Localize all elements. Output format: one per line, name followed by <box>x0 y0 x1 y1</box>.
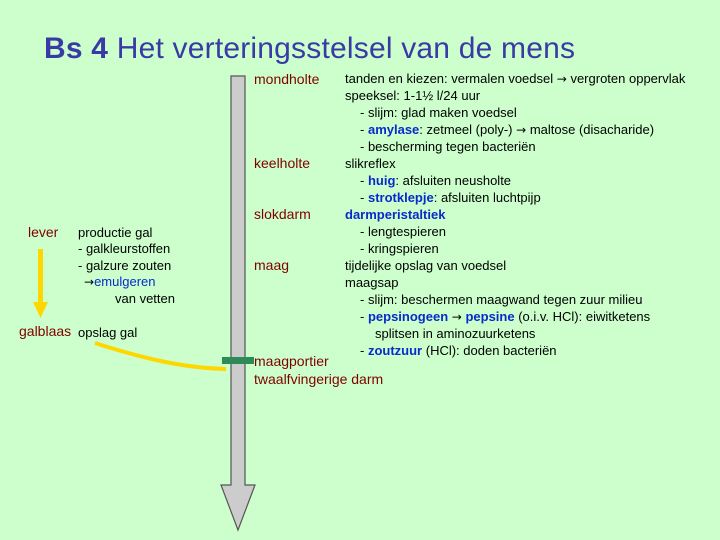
digestive-tract-arrow <box>221 76 255 530</box>
gallbladder-to-duodenum-arrow <box>95 343 226 369</box>
organ-slokdarm: slokdarm <box>254 206 311 222</box>
keelholte-huig: - huig: afsluiten neusholte <box>360 173 512 188</box>
mondholte-bescherming: - bescherming tegen bacteriën <box>360 139 536 154</box>
organ-keelholte: keelholte <box>254 155 311 171</box>
liver-to-gallbladder-arrow <box>33 249 48 318</box>
arrow-icon: → <box>451 310 462 324</box>
keelholte-strotklepje: - strotklepje: afsluiten luchtpijp <box>360 190 541 205</box>
maag-pepsinogeen: - pepsinogeen → pepsine (o.i.v. HCl): eiwitketens <box>360 309 651 324</box>
lever-productie-gal: productie gal <box>78 225 153 240</box>
galblaas-opslag-gal: opslag gal <box>78 325 138 340</box>
page-title <box>44 32 575 66</box>
organ-maag: maag <box>254 257 290 273</box>
mondholte-speeksel: speeksel: 1-1½ l/24 uur <box>345 88 481 103</box>
slokdarm-kringspieren: - kringspieren <box>360 241 439 256</box>
mondholte-amylase: - amylase: zetmeel (poly-) → maltose (disacharide) <box>360 122 655 137</box>
maag-splitsen: splitsen in aminozuurketens <box>375 326 536 341</box>
organ-galblaas: galblaas <box>19 323 72 339</box>
lever-emulgeren: →emulgeren <box>84 274 156 289</box>
maag-zoutzuur: - zoutzuur (HCl): doden bacteriën <box>360 343 557 358</box>
slokdarm-lengtespieren: - lengtespieren <box>360 224 446 239</box>
keelholte-slikreflex: slikreflex <box>345 156 396 171</box>
mondholte-slijm: - slijm: glad maken voedsel <box>360 105 517 120</box>
organ-twaalfvingerige-darm: twaalfvingerige darm <box>254 371 384 387</box>
arrow-icon: → <box>556 72 567 86</box>
lever-van-vetten: van vetten <box>115 291 175 306</box>
title-prefix: Bs 4 <box>44 32 109 65</box>
title-text: Het verteringsstelsel van de mens <box>116 32 576 65</box>
maag-opslag: tijdelijke opslag van voedsel <box>345 258 507 273</box>
lever-galzure-zouten: - galzure zouten <box>78 258 172 273</box>
pyloric-sphincter-marker <box>222 357 254 364</box>
arrow-icon: → <box>516 123 527 137</box>
maag-maagsap: maagsap <box>345 275 399 290</box>
organ-maagportier: maagportier <box>254 353 329 369</box>
lever-galkleurstoffen: - galkleurstoffen <box>78 241 171 256</box>
slokdarm-peristaltiek: darmperistaltiek <box>345 207 446 222</box>
organ-mondholte: mondholte <box>254 71 320 87</box>
mondholte-line1: tanden en kiezen: vermalen voedsel → vergroten oppervlak <box>345 71 686 86</box>
arrow-icon: → <box>84 275 95 289</box>
organ-lever: lever <box>28 224 59 240</box>
maag-slijm: - slijm: beschermen maagwand tegen zuur milieu <box>360 292 643 307</box>
